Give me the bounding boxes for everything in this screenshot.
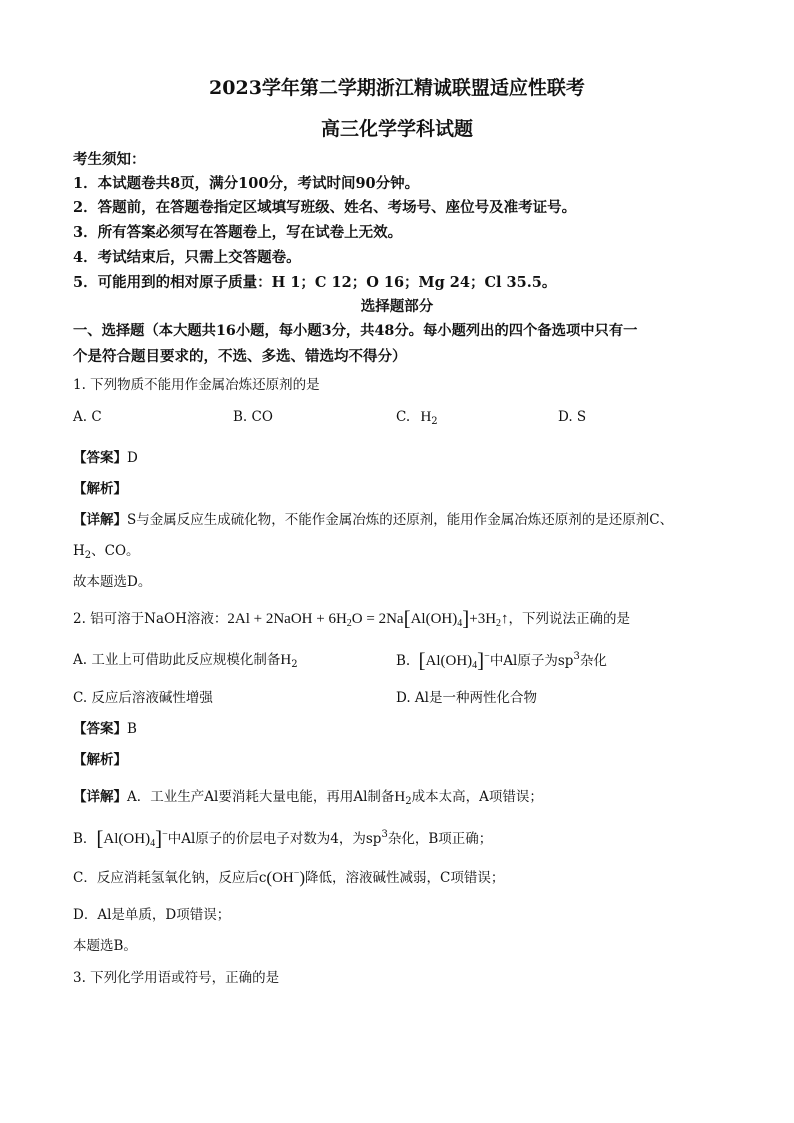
q2-stem [73,606,630,631]
q1-detail-text-2: 、CO。 [91,543,140,559]
q2-detail-a-h: H [394,789,406,805]
q2-answer [73,717,137,737]
exam-title: 2023学年第二学期浙江精诚联盟适应性联考 [209,77,585,99]
q1-option-c-sub: 2 [431,416,438,427]
q2-detail-a-text1: A．工业生产Al要消耗大量电能，再用Al制备 [127,789,395,805]
q2-detail-b-prefix: B． [73,831,97,847]
q2-eq-rbracket: ] [462,606,470,630]
q2-option-b-text2: 杂化 [579,653,607,669]
q2-option-b-label: B. [396,653,411,669]
section-title: 选择题部分 [360,298,434,315]
q2-detail-c-rparen: ) [299,868,306,887]
notice-item-2: 2．答题前，在答题卷指定区域填写班级、姓名、考场号、座位号及准考证号。 [73,199,577,216]
q2-b-sub: 4 [472,660,478,671]
q2-option-a-h: H [280,652,292,668]
q2-detail-c-formula [266,870,305,886]
q2-stem-prefix: 2. 铝可溶于NaOH溶液： [73,611,228,627]
q1-option-b: B. CO [233,409,273,425]
q2-b-rbracket: ] [477,648,485,672]
q1-option-c-formula: H [420,409,432,425]
q1-option-c [396,409,438,427]
q2-b-complex: Al(OH) [425,653,473,669]
q2-detail-b-charge: − [162,829,168,840]
q2-eq-inner: Al(OH) [410,611,458,627]
q1-option-c-label: C. [396,409,411,425]
q1-answer [73,446,138,466]
q2-detail-b-complex: Al(OH) [103,831,151,847]
q2-detail-c-text2: 降低，溶液碱性减弱，C项错误； [305,870,505,886]
q1-detail-h: H [73,543,85,559]
q1-detail-line-1 [73,508,673,528]
q2-detail-b-sup: 3 [381,829,388,840]
q2-detail-b-lbracket: [ [96,826,104,850]
q2-option-d: D. Al是一种两性化合物 [396,690,537,706]
section-intro-line-2: 个是符合题目要求的，不选、多选、错选均不得分） [73,348,407,365]
notice-item-3: 3．所有答案必须写在答题卷上，写在试卷上无效。 [73,224,403,241]
q2-b-lbracket: [ [418,648,426,672]
q2-detail-c-lparen: ( [266,868,273,887]
q2-answer-value: B [127,721,137,737]
q2-eq-sub2: 2 [496,618,502,629]
notice-item-5: 5．可能用到的相对原子质量：H 1；C 12；O 16；Mg 24；Cl 35.5。 [73,274,557,291]
q1-detail-line-2 [73,539,140,561]
q2-detail-b-sub: 4 [150,838,156,849]
notice-item-1: 1．本试题卷共8页，满分100分，考试时间90分钟。 [73,175,420,192]
q1-stem: 1. 下列物质不能用作金属冶炼还原剂的是 [73,377,320,393]
q2-stem-suffix: ，下列说法正确的是 [508,611,631,627]
q1-answer-tag: 【答案】 [73,450,127,466]
q2-detail-c-charge: − [293,868,300,879]
q2-detail-a [73,785,543,807]
notice-heading: 考生须知： [73,151,146,168]
q2-detail-b-text2: 杂化，B项正确； [387,831,493,847]
q2-option-a-sub: 2 [291,659,298,670]
q2-answer-tag: 【答案】 [73,721,127,737]
q2-b-charge: − [484,651,490,662]
q2-detail-a-text2: 成本太高，A项错误； [411,789,543,805]
q1-answer-value: D [127,450,138,466]
q2-equation [227,606,509,630]
q1-detail-h-sub: 2 [84,550,92,561]
q2-option-a-text: A. 工业上可借助此反应规模化制备 [73,652,281,668]
q2-option-a [73,648,298,670]
q2-detail-b-formula [96,826,168,850]
q2-detail-c-ion: OH [272,870,294,886]
q1-detail-tag: 【详解】 [73,512,127,528]
q2-eq-mid: O = 2Na [351,611,404,627]
notice-item-4: 4．考试结束后，只需上交答题卷。 [73,249,301,266]
q2-option-b-text1: 中Al原子为sp [489,653,574,669]
q2-detail-a-sub: 2 [405,796,412,807]
q2-eq-arrow: ↑ [501,611,509,627]
q2-detail-c-text1: C．反应消耗氢氧化钠，反应后c [73,870,267,886]
subject-title: 高三化学学科试题 [320,118,473,140]
q1-option-a: A. C [73,409,102,425]
q2-eq-sub1: 2 [346,618,352,629]
q1-conclusion: 故本题选D。 [73,574,152,590]
q2-conclusion: 本题选B。 [73,938,137,954]
q1-option-d: D. S [558,409,587,425]
q2-detail-b-rbracket: ] [155,826,163,850]
q1-detail-text-1: S与金属反应生成硫化物，不能作金属冶炼的还原剂，能用作金属冶炼还原剂的是还原剂C、 [127,512,674,528]
q2-detail-c [73,866,504,888]
q2-eq-right: +3H [469,611,497,627]
q2-option-b [396,648,607,673]
q2-detail-b-text1: 中Al原子的价层电子对数为4，为sp [167,831,382,847]
q2-detail-d: D．Al是单质，D项错误； [73,907,231,923]
q1-analysis-tag: 【解析】 [73,481,127,497]
q2-option-b-sup: 3 [573,651,580,662]
q3-stem: 3. 下列化学用语或符号，正确的是 [73,970,280,986]
q2-eq-lbracket: [ [403,606,411,630]
q2-analysis-tag: 【解析】 [73,752,127,768]
section-intro-line-1: 一、选择题（本大题共16小题，每小题3分，共48分。每小题列出的四个备选项中只有一 [73,323,638,339]
q2-option-c: C. 反应后溶液碱性增强 [73,690,213,706]
q2-eq-left: 2Al + 2NaOH + 6H [227,611,347,627]
q2-option-b-formula [418,648,490,672]
q2-eq-sub4: 4 [457,618,463,629]
q2-detail-tag: 【详解】 [73,789,127,805]
q2-detail-b [73,826,492,851]
